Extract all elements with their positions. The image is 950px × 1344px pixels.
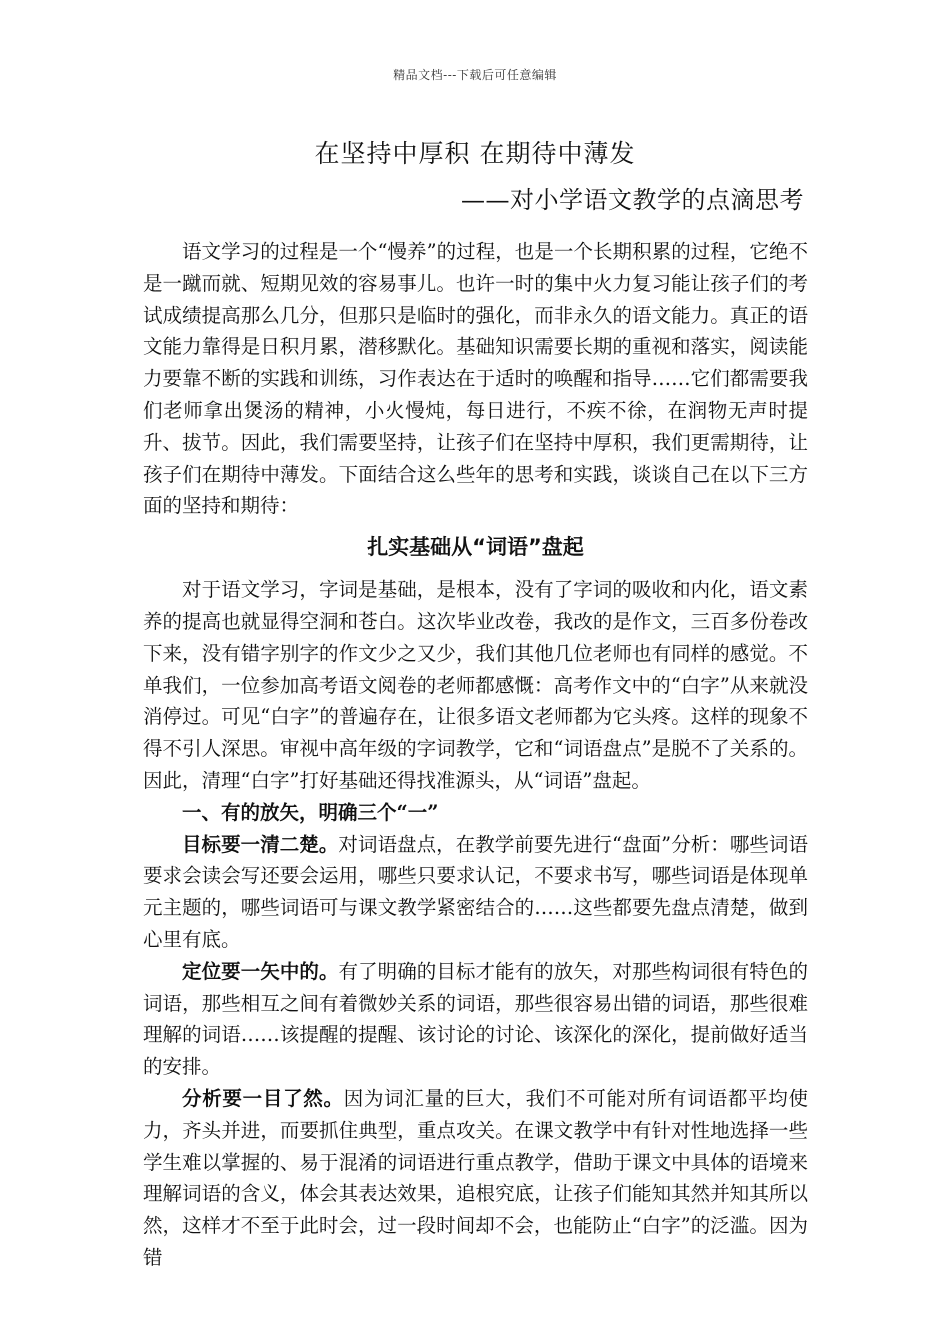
point-text: 有了明确的目标才能有的放矢，对那些构词很有特色的词语，那些相互之间有着微妙关系的词语，那些很容易出错的词语，那些很难理解的词语……该提醒的提醒、该讨论的讨论、该深化的深化，提前做好适当的安排。 [143, 959, 808, 1079]
point-lead: 目标要一清二楚。 [182, 832, 339, 856]
section-paragraph: 对于语文学习，字词是基础，是根本，没有了字词的吸收和内化，语文素养的提高也就显得空洞和苍白。这次毕业改卷，我改的是作文，三百多份卷改下来，没有错字别字的作文少之又少，我们其他几位老师也有同样的感觉。不单我们，一位参加高考语文阅卷的老师都感慨：高考作文中的“白字”从来就没消停过。可见“白字”的普遍存在，让很多语文老师都为它头疼。这样的现象不得不引人深思。审视中高年级的字词教学，它和“词语盘点”是脱不了关系的。因此，清理“白字”打好基础还得找准源头，从“词语”盘起。 [143, 578, 808, 792]
point-paragraph-2 [143, 956, 808, 1083]
section-subheading: 一、有的放矢，明确三个“一” [182, 800, 439, 824]
document-title: 在坚持中厚积 在期待中薄发 [314, 139, 636, 168]
point-paragraph-1 [143, 829, 808, 956]
point-lead: 定位要一矢中的。 [182, 959, 339, 983]
document-body [143, 236, 808, 1274]
point-paragraph-3 [143, 1083, 808, 1274]
page-header-note: 精品文档---下载后可任意编辑 [393, 68, 557, 82]
intro-paragraph: 语文学习的过程是一个“慢养”的过程，也是一个长期积累的过程，它绝不是一蹴而就、短期见效的容易事儿。也许一时的集中火力复习能让孩子们的考试成绩提高那么几分，但那只是临时的强化，而非永久的语文能力。真正的语文能力靠得是日积月累，潜移默化。基础知识需要长期的重视和落实，阅读能力要靠不断的实践和训练，习作表达在于适时的唤醒和指导……它们都需要我们老师拿出煲汤的精神，小火慢炖，每日进行，不疾不徐，在润物无声时提升、拔节。因此，我们需要坚持，让孩子们在坚持中厚积，我们更需期待，让孩子们在期待中薄发。下面结合这么些年的思考和实践，谈谈自己在以下三方面的坚持和期待： [143, 240, 808, 518]
point-text: 对词语盘点，在教学前要先进行“盘面”分析：哪些词语要求会读会写还要会运用，哪些只要求认记，不要求书写，哪些词语是体现单元主题的，哪些词语可与课文教学紧密结合的……这些都要先盘点清楚，做到心里有底。 [143, 832, 808, 951]
point-text: 因为词汇量的巨大，我们不可能对所有词语都平均使力，齐头并进，而要抓住典型，重点攻关。在课文教学中有针对性地选择一些学生难以掌握的、易于混淆的词语进行重点教学，借助于课文中具体的语境来理解词语的含义，体会其表达效果，追根究底，让孩子们能知其然并知其所以然，这样才不至于此时会，过一段时间却不会，也能防止“白字”的泛滥。因为错 [143, 1086, 808, 1269]
point-lead: 分析要一目了然。 [182, 1086, 344, 1110]
document-subtitle: ——对小学语文教学的点滴思考 [461, 186, 804, 214]
section-heading: 扎实基础从“词语”盘起 [367, 535, 584, 560]
